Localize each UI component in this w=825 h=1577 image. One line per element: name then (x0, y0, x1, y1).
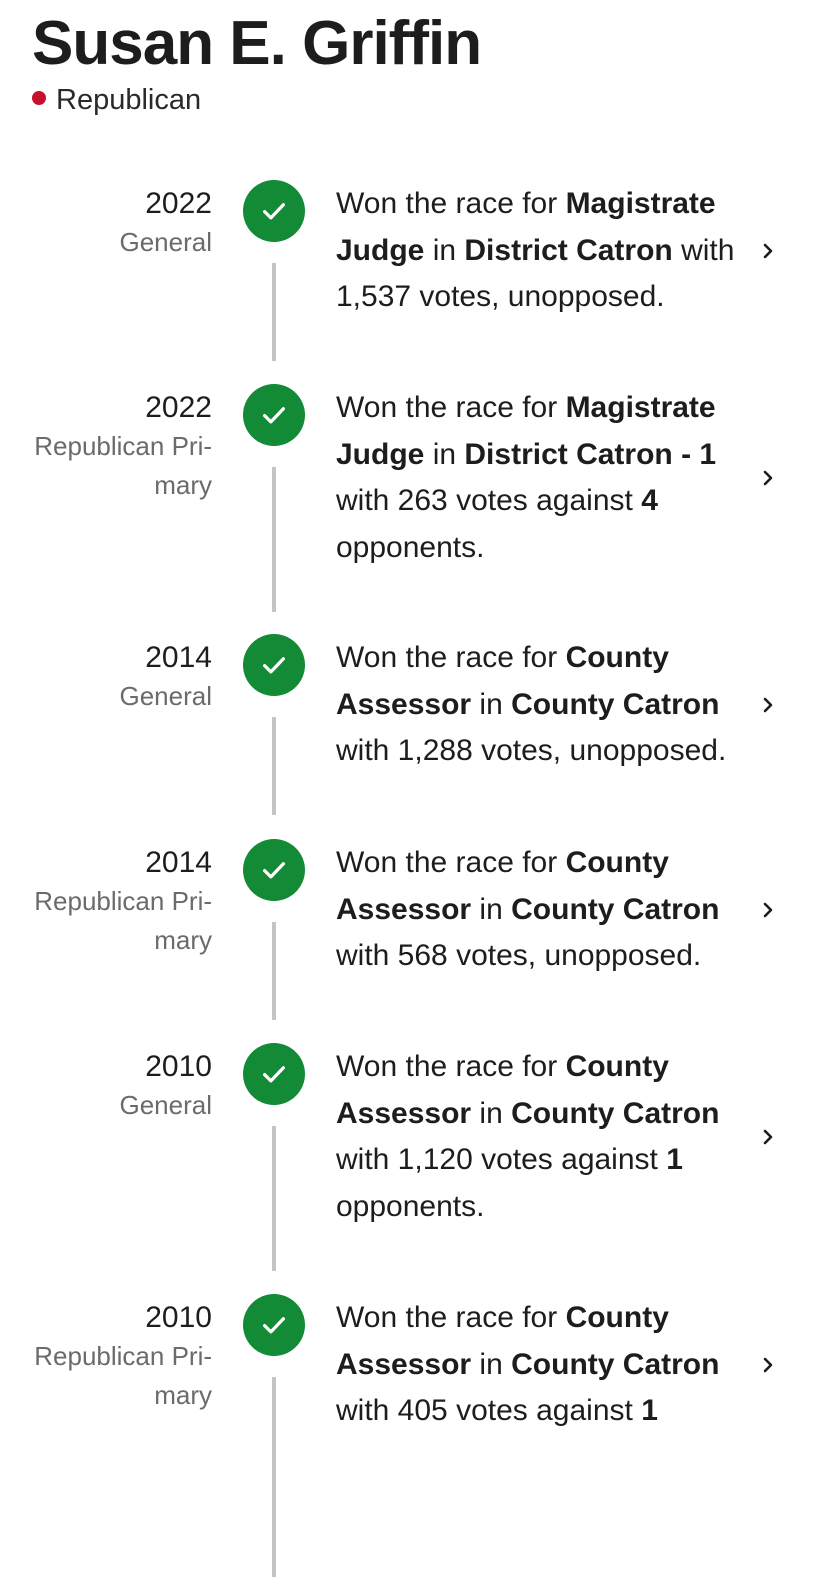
race-result-highlight: 4 (641, 484, 658, 517)
chevron-right-icon[interactable] (756, 693, 780, 717)
race-result-text (336, 1044, 736, 1230)
race-result-fragment: Won the race for (336, 391, 566, 424)
race-result-fragment: Won the race for (336, 1301, 566, 1334)
race-item[interactable] (0, 836, 825, 1040)
won-checkmark-icon (243, 634, 305, 696)
race-result-fragment: in (471, 892, 512, 926)
chevron-right-icon[interactable] (756, 466, 780, 490)
race-type: Republican Pri-mary (34, 1341, 212, 1410)
race-year: 2010 (145, 1301, 212, 1334)
race-result-highlight: County Assessor (336, 1050, 669, 1130)
race-result-highlight: 1 (641, 1394, 658, 1427)
race-item[interactable] (0, 1040, 825, 1291)
race-result-highlight: 1 (666, 1143, 683, 1176)
race-item[interactable] (0, 177, 825, 381)
race-result-fragment: Won the race for (336, 187, 566, 220)
timeline-connector (272, 467, 276, 612)
race-year: 2010 (145, 1050, 212, 1083)
race-result-highlight: District Catron - 1 (464, 437, 717, 471)
race-type: General (119, 681, 212, 711)
race-type: Republican Pri-mary (34, 886, 212, 955)
race-result-highlight: Magistrate Judge (336, 391, 716, 471)
race-date-info (18, 639, 212, 716)
race-type: Republican Pri-mary (34, 431, 212, 500)
won-checkmark-icon (243, 1294, 305, 1356)
race-result-highlight: County Catron (511, 1347, 720, 1381)
race-item[interactable] (0, 1291, 825, 1551)
timeline-connector (272, 922, 276, 1020)
timeline-connector (272, 1377, 276, 1577)
race-result-highlight: County Catron (511, 1096, 720, 1130)
timeline-connector (272, 717, 276, 815)
race-item[interactable] (0, 381, 825, 631)
race-year: 2022 (145, 391, 212, 424)
race-date-info (18, 1299, 212, 1415)
party-dot-icon (32, 91, 46, 105)
race-result-fragment: in (471, 1347, 512, 1381)
race-result-fragment: Won the race for (336, 846, 566, 879)
won-checkmark-icon (243, 839, 305, 901)
party-label: Republican (56, 84, 202, 116)
party-affiliation (32, 84, 812, 117)
race-date-info (18, 389, 212, 505)
race-result-highlight: County Assessor (336, 641, 669, 721)
timeline-connector (272, 263, 276, 361)
race-type: General (119, 1090, 212, 1120)
race-result-fragment: in (424, 437, 465, 471)
race-result-text (336, 635, 736, 775)
race-year: 2022 (145, 187, 212, 220)
race-result-fragment: in (471, 1096, 512, 1130)
race-result-highlight: District Catron (464, 233, 673, 267)
race-year: 2014 (145, 641, 212, 674)
race-result-fragment: opponents. (336, 530, 485, 564)
race-result-fragment: with 1,288 votes, unopposed. (336, 734, 727, 767)
race-result-fragment: with 1,120 votes against (336, 1143, 667, 1176)
race-result-highlight: Magistrate Judge (336, 187, 716, 267)
chevron-right-icon[interactable] (756, 239, 780, 263)
race-result-fragment: with 568 votes, unopposed. (336, 939, 702, 972)
race-result-text (336, 181, 736, 321)
race-result-fragment: in (424, 233, 465, 267)
race-year: 2014 (145, 846, 212, 879)
won-checkmark-icon (243, 180, 305, 242)
race-result-text (336, 1295, 736, 1435)
race-date-info (18, 185, 212, 262)
race-result-highlight: County Assessor (336, 1301, 669, 1381)
race-result-fragment: opponents. (336, 1189, 485, 1223)
race-item[interactable] (0, 631, 825, 836)
timeline-connector (272, 1126, 276, 1271)
candidate-name: Susan E. Griffin (32, 9, 482, 78)
won-checkmark-icon (243, 1043, 305, 1105)
race-date-info (18, 844, 212, 960)
race-result-text (336, 385, 736, 571)
race-result-fragment: with 405 votes against (336, 1394, 642, 1427)
chevron-right-icon[interactable] (756, 1125, 780, 1149)
candidate-header (32, 6, 812, 117)
race-result-fragment: Won the race for (336, 641, 566, 674)
race-date-info (18, 1048, 212, 1125)
won-checkmark-icon (243, 384, 305, 446)
chevron-right-icon[interactable] (756, 898, 780, 922)
race-result-highlight: County Catron (511, 892, 720, 926)
race-result-highlight: County Catron (511, 687, 720, 721)
race-result-highlight: County Assessor (336, 846, 669, 926)
race-type: General (119, 227, 212, 257)
race-result-fragment: in (471, 687, 512, 721)
chevron-right-icon[interactable] (756, 1353, 780, 1377)
race-result-fragment: with 263 votes against (336, 484, 642, 517)
race-result-fragment: Won the race for (336, 1050, 566, 1083)
race-result-fragment: with 1,537 votes, unopposed. (336, 233, 735, 313)
race-result-text (336, 840, 736, 980)
